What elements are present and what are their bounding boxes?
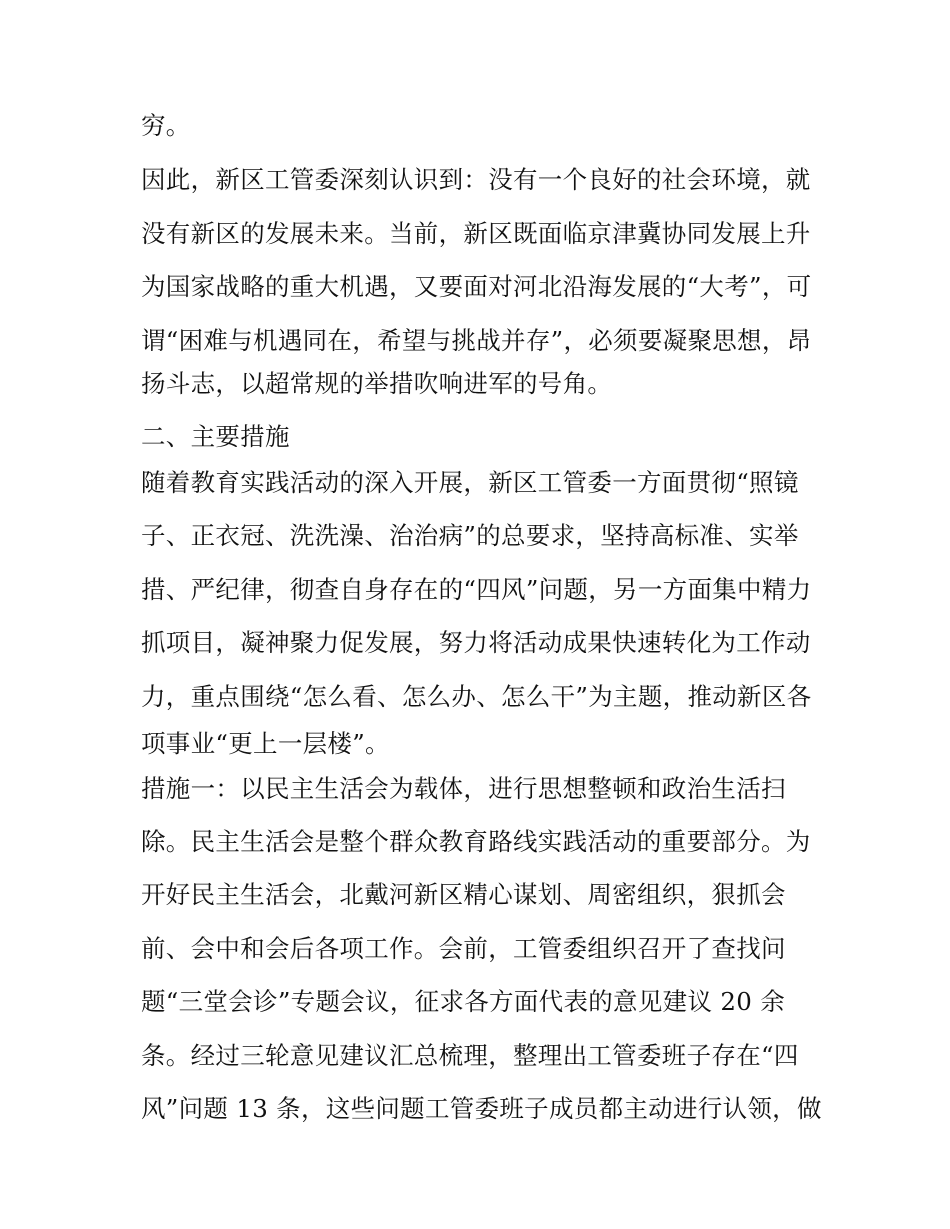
text-line: 前、会中和会后各项工作。会前，工管委组织召开了查找问 (141, 934, 786, 963)
text-line: 因此，新区工管委深刻认识到：没有一个良好的社会环境，就 (141, 165, 811, 194)
text-line: 没有新区的发展未来。当前，新区既面临京津冀协同发展上升 (141, 219, 811, 248)
section-heading: 二、主要措施 (141, 422, 290, 451)
text-line: 随着教育实践活动的深入开展，新区工管委一方面贯彻“照镜 (141, 468, 799, 497)
text-line: 谓“困难与机遇同在，希望与挑战并存”，必须要凝聚思想，昂 (141, 326, 812, 355)
text-line: 子、正衣冠、洗洗澡、治治病”的总要求，坚持高标准、实举 (141, 521, 799, 550)
text-line: 措施一：以民主生活会为载体，进行思想整顿和政治生活扫 (141, 774, 786, 803)
text-line: 风”问题 13 条，这些问题工管委班子成员都主动进行认领，做 (141, 1094, 822, 1123)
text-line: 为国家战略的重大机遇，又要面对河北沿海发展的“大考”，可 (141, 272, 812, 301)
text-line: 抓项目，凝神聚力促发展，努力将活动成果快速转化为工作动 (141, 628, 811, 657)
text-line: 题“三堂会诊”专题会议，征求各方面代表的意见建议 20 余 (141, 987, 785, 1016)
text-line: 除。民主生活会是整个群众教育路线实践活动的重要部分。为 (141, 827, 811, 856)
text-line: 扬斗志，以超常规的举措吹响进军的号角。 (141, 369, 613, 398)
text-line: 力，重点围绕“怎么看、怎么办、怎么干”为主题，推动新区各 (141, 682, 812, 711)
text-line: 条。经过三轮意见建议汇总梳理，整理出工管委班子存在“四 (141, 1041, 799, 1070)
text-line: 开好民主生活会，北戴河新区精心谋划、周密组织，狠抓会 (141, 880, 786, 909)
text-line: 措、严纪律，彻查自身存在的“四风”问题，另一方面集中精力 (141, 575, 812, 604)
text-line: 穷。 (141, 111, 191, 140)
text-line: 项事业“更上一层楼”。 (141, 729, 390, 758)
